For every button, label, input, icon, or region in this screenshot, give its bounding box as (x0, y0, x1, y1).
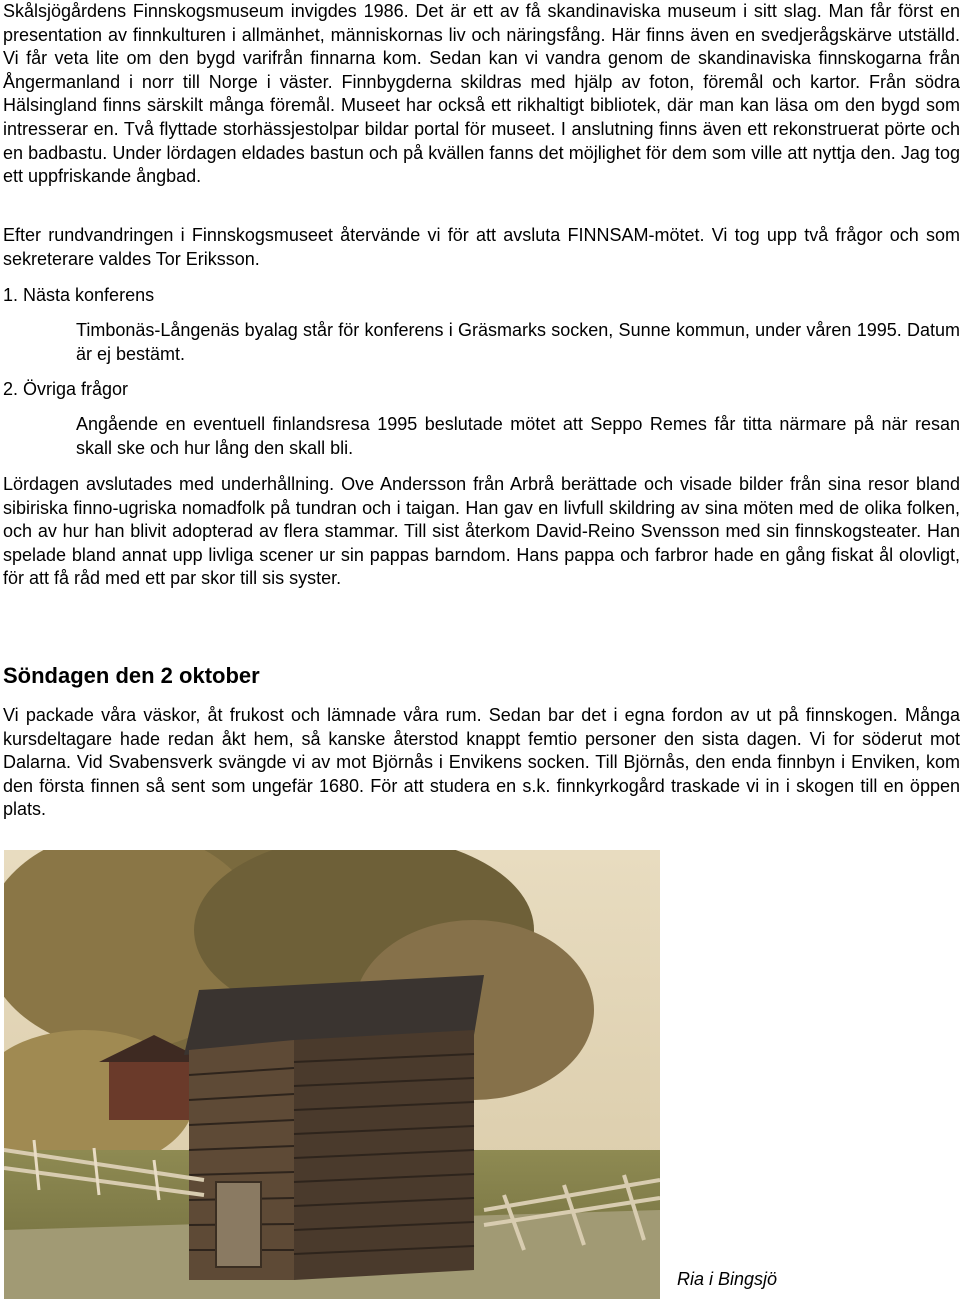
paragraph-museum: Skålsjögårdens Finnskogsmuseum invigdes 1986. Det är ett av få skandinaviska museum i sitt slag. Man får först en presentation av finnkulturen i allmänhet, människornas liv och näringsfång. Här finns även en svedjerågskärve utställd. Vi får veta lite om den bygd varifrån finnarna kom. Sedan kan vi vandra genom de skandinaviska finnskogarna från Ångermanland i norr till Norge i väster. Finnbygderna skildras med hjälp av foton, föremål och kartor. Från södra Hälsingland finns särskilt många föremål. Museet har också ett rikhaltigt bibliotek, där man kan läsa om den bygd som intresserar en. Två flyttade storhässjestolpar bildar portal för museet. I anslutning finns även ett rekonstruerat pörte och en badbastu. Under lördagen eldades bastun och på kvällen fanns det möjlighet för dem som ville att nyttja den. Jag tog ett uppfriskande ångbad. (3, 1, 960, 187)
agenda-item-1-text: Timbonäs-Långenäs byalag står för konferens i Gräsmarks socken, Sunne kommun, under våren 1995. Datum är ej bestämt. (76, 320, 960, 364)
photo-log-barn (4, 850, 660, 1299)
section-title: Söndagen den 2 oktober (3, 663, 260, 688)
agenda-item-1-heading: 1. Nästa konferens (3, 285, 155, 305)
paragraph-sunday: Vi packade våra väskor, åt frukost och lämnade våra rum. Sedan bar det i egna fordon av ut på finnskogen. Många kursdeltagare hade redan åkt hem, så kanske återstod knappt femtio personer den sista dagen. Vi for söderut mot Dalarna. Vid Svabensverk svängde vi av mot Björnås i Envikens socken. Till Björnås, den enda finnbyn i Enviken, kom den första finnen så sent som ungefär 1680. För att studera en s.k. finnkyrkogård traskade vi in i skogen till en öppen plats. (3, 705, 960, 820)
agenda-item-2-text: Angående en eventuell finlandsresa 1995 beslutade mötet att Seppo Remes får titta närmare på när resan skall ske och hur lång den skall bli. (76, 414, 960, 458)
agenda-item-2-heading: 2. Övriga frågor (3, 379, 129, 399)
photo-caption: Ria i Bingsjö (677, 1269, 778, 1289)
paragraph-evening: Lördagen avslutades med underhållning. Ove Andersson från Arbrå berättade och visade bilder från sina resor bland sibiriska finno-ugriska nomadfolk på tundran och i taigan. Han gav en livfull skildring av sina möten med de olika folken, och av hur han blivit adopterad av flera stammar. Till sist återkom David-Reino Svensson med sin finnskogsteater. Han spelade bland annat upp livliga scener ur sin pappas barndom. Hans pappa och farbror hade en gång fiskat ål olovligt, för att få råd med ett par skor till sis syster. (3, 474, 960, 589)
paragraph-meeting: Efter rundvandringen i Finnskogsmuseet återvände vi för att avsluta FINNSAM-mötet. Vi tog upp två frågor och som sekreterare valdes Tor Eriksson. (3, 225, 960, 269)
